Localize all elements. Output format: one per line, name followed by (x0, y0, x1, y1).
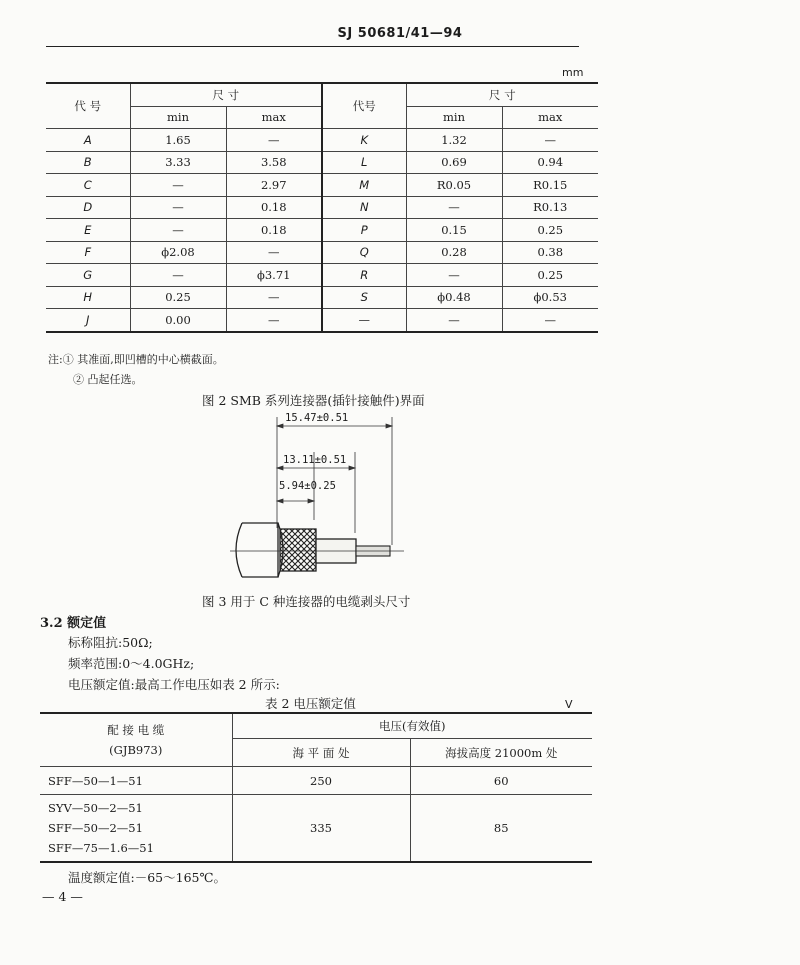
left-cell-max: — (226, 309, 322, 332)
frequency-text: 频率范围:0～4.0GHz; (68, 656, 195, 671)
right-cell-min: 0.15 (406, 219, 502, 242)
table-row (46, 241, 598, 264)
col-code-header-right: 代号 (322, 83, 406, 129)
right-cell-code: L (322, 151, 406, 174)
col-max-header-right: max (502, 106, 598, 129)
left-cell-max: ϕ3.71 (226, 264, 322, 287)
dimension-label-dielectric: 13.11±0.51 (283, 454, 347, 466)
cable-jacket (236, 523, 283, 577)
left-cell-max: 3.58 (226, 151, 322, 174)
row2-cables (40, 795, 232, 863)
left-cell-min: 0.25 (130, 286, 226, 309)
right-cell-min: 0.69 (406, 151, 502, 174)
col-size-header: 尺 寸 (130, 83, 322, 106)
right-cell-code: P (322, 219, 406, 242)
right-cell-min: — (406, 309, 502, 332)
table1-unit: mm (562, 66, 584, 79)
table-row (46, 174, 598, 197)
right-cell-min: 0.28 (406, 241, 502, 264)
note-2: ② 凸起任选。 (73, 373, 143, 386)
row2-sea: 335 (232, 795, 410, 863)
right-cell-code: S (322, 286, 406, 309)
right-cell-code: — (322, 309, 406, 332)
right-cell-code: N (322, 196, 406, 219)
left-cell-max: — (226, 241, 322, 264)
table-row (46, 151, 598, 174)
left-cell-code: D (46, 196, 130, 219)
right-cell-min: 1.32 (406, 129, 502, 152)
col-min-header: min (130, 106, 226, 129)
right-cell-max: 0.94 (502, 151, 598, 174)
right-cell-code: M (322, 174, 406, 197)
table-row (46, 219, 598, 242)
col-size-header-right: 尺 寸 (406, 83, 598, 106)
left-cell-max: 0.18 (226, 196, 322, 219)
right-cell-code: K (322, 129, 406, 152)
row2-cable-3: SFF—75—1.6—51 (48, 841, 154, 855)
dimension-label-braid: 5.94±0.25 (279, 480, 336, 492)
row1-cable: SFF—50—1—51 (40, 767, 232, 795)
left-cell-code: H (46, 286, 130, 309)
left-cell-code: G (46, 264, 130, 287)
right-cell-max: — (502, 129, 598, 152)
right-cell-max: ϕ0.53 (502, 286, 598, 309)
col-cable-header (40, 713, 232, 767)
left-cell-max: — (226, 129, 322, 152)
col-max-header: max (226, 106, 322, 129)
left-cell-min: — (130, 219, 226, 242)
right-cell-code: R (322, 264, 406, 287)
right-cell-min: R0.05 (406, 174, 502, 197)
table-row (46, 196, 598, 219)
figure-2-caption: 图 2 SMB 系列连接器(插针接触件)界面 (202, 393, 425, 408)
left-cell-max: 2.97 (226, 174, 322, 197)
col-voltage-header: 电压(有效值) (232, 713, 592, 739)
col-cable-standard: (GJB973) (109, 743, 163, 757)
left-cell-min: — (130, 196, 226, 219)
right-cell-min: ϕ0.48 (406, 286, 502, 309)
left-cell-min: ϕ2.08 (130, 241, 226, 264)
header-rule (46, 46, 579, 47)
figure-3-caption: 图 3 用于 C 种连接器的电缆剥头尺寸 (202, 594, 411, 609)
note-1: 注:① 其准面,即凹槽的中心横截面。 (48, 353, 224, 366)
right-cell-max: — (502, 309, 598, 332)
right-cell-max: 0.38 (502, 241, 598, 264)
col-min-header-right: min (406, 106, 502, 129)
left-cell-code: A (46, 129, 130, 152)
left-cell-max: 0.18 (226, 219, 322, 242)
cable-strip-drawing (220, 405, 420, 590)
right-cell-min: — (406, 264, 502, 287)
row2-cable-1: SYV—50—2—51 (48, 801, 143, 815)
left-cell-code: C (46, 174, 130, 197)
voltage-text: 电压额定值:最高工作电压如表 2 所示: (68, 677, 280, 692)
table-row (40, 795, 592, 863)
right-cell-max: R0.15 (502, 174, 598, 197)
row2-cable-2: SFF—50—2—51 (48, 821, 143, 835)
table-row (46, 286, 598, 309)
col-code-header: 代 号 (46, 83, 130, 129)
row1-sea: 250 (232, 767, 410, 795)
left-cell-code: B (46, 151, 130, 174)
left-cell-min: 0.00 (130, 309, 226, 332)
dimension-table (46, 82, 598, 333)
table2-header-row (40, 713, 592, 739)
dimension-label-overall: 15.47±0.51 (285, 412, 349, 424)
left-cell-max: — (226, 286, 322, 309)
right-cell-max: 0.25 (502, 219, 598, 242)
row2-alt: 85 (410, 795, 592, 863)
table-row (46, 309, 598, 332)
temperature-text: 温度额定值:－65～165℃。 (68, 870, 226, 885)
left-cell-code: F (46, 241, 130, 264)
page-number: — 4 — (42, 889, 83, 904)
left-cell-min: — (130, 264, 226, 287)
voltage-table (40, 712, 592, 863)
table-row (46, 129, 598, 152)
col-alt-header: 海拔高度 21000m 处 (410, 739, 592, 767)
row1-alt: 60 (410, 767, 592, 795)
table-row (46, 264, 598, 287)
left-cell-code: J (46, 309, 130, 332)
col-sea-header: 海 平 面 处 (232, 739, 410, 767)
cable-braid (280, 529, 316, 571)
right-cell-min: — (406, 196, 502, 219)
impedance-text: 标称阻抗:50Ω; (68, 635, 153, 650)
table-2-caption: 表 2 电压额定值 (265, 696, 356, 711)
right-cell-max: 0.25 (502, 264, 598, 287)
right-cell-code: Q (322, 241, 406, 264)
col-cable-title: 配 接 电 缆 (107, 723, 165, 737)
table-row (40, 767, 592, 795)
left-cell-min: 3.33 (130, 151, 226, 174)
document-number: SJ 50681/41—94 (337, 26, 463, 41)
right-cell-max: R0.13 (502, 196, 598, 219)
left-cell-code: E (46, 219, 130, 242)
left-cell-min: — (130, 174, 226, 197)
table1-header-row (46, 83, 598, 106)
left-cell-min: 1.65 (130, 129, 226, 152)
table-2-unit: V (565, 698, 573, 711)
section-heading: 3.2 额定值 (40, 616, 107, 631)
